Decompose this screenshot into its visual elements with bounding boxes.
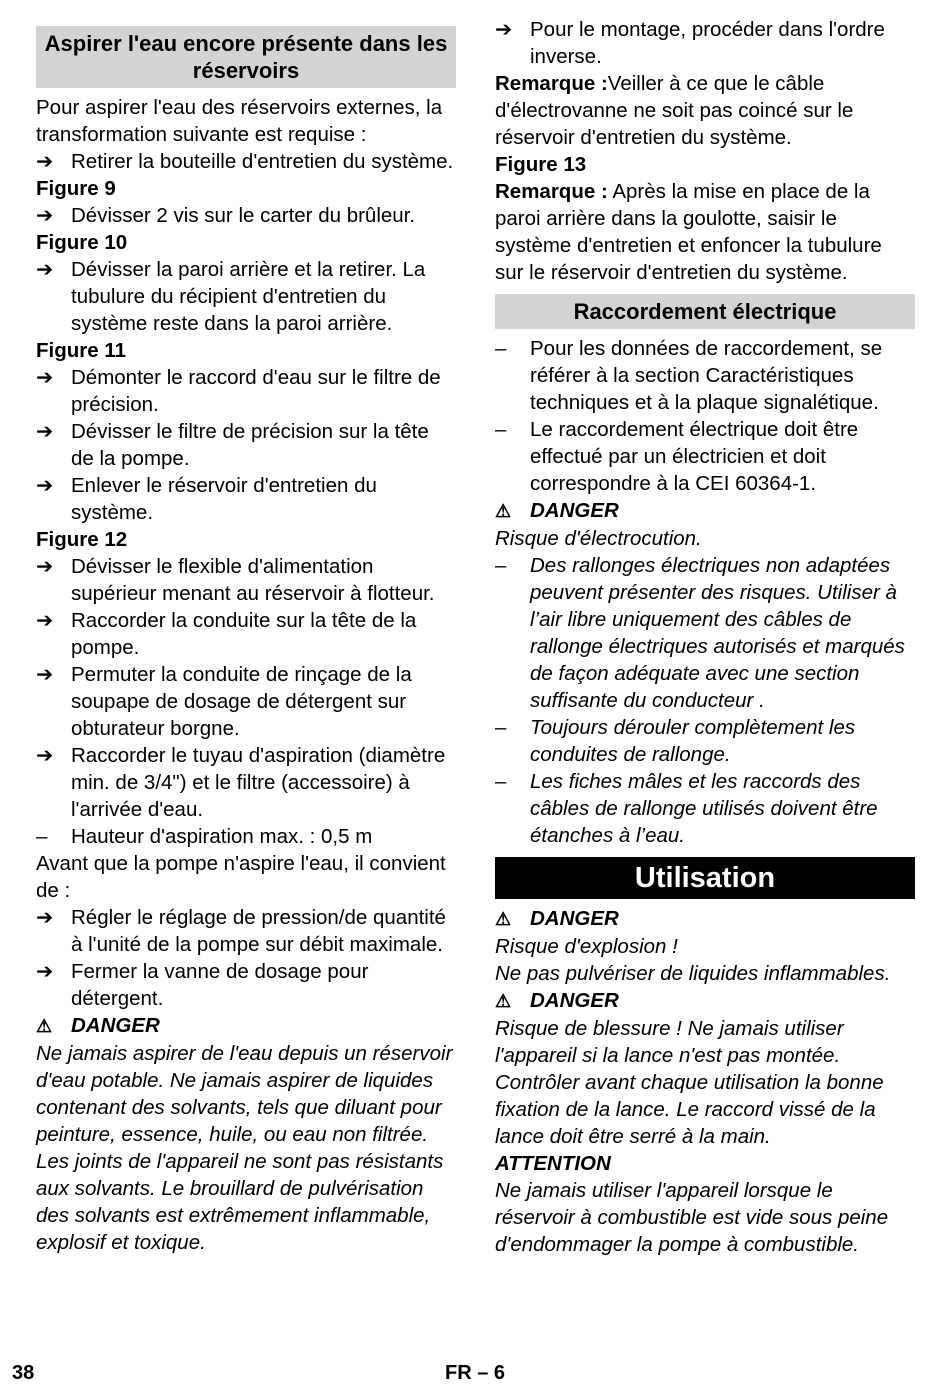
arrow-right-icon: ➔: [495, 18, 513, 41]
danger-text: Risque de blessure ! Ne jamais utiliser l'appareil si la lance n'est pas montée. Contrôler avant chaque utilisation la bonne fixation de la lance. Le raccord vissé de la lance doit être serré à la main.: [495, 1017, 884, 1148]
danger-text: Ne pas pulvériser de liquides inflammables.: [495, 962, 891, 985]
danger-label: ⚠ DANGER: [495, 905, 915, 933]
section-heading-utilisation: Utilisation: [495, 857, 915, 899]
dash-marker: –: [495, 418, 507, 441]
arrow-right-icon: ➔: [36, 366, 54, 389]
attention-text: Ne jamais utiliser l'appareil lorsque le réservoir à combustible est vide sous peine d'endommager la pompe à combustible.: [495, 1179, 889, 1256]
page-code: FR – 6: [445, 1362, 506, 1384]
dash-marker: –: [495, 554, 507, 577]
arrow-right-icon: ➔: [36, 663, 54, 686]
remark: Remarque : Après la mise en place de la paroi arrière dans la goulotte, saisir le système d'entretien et enfoncer la tubulure sur le réservoir d'entretien du système.: [495, 180, 882, 284]
right-column: [495, 16, 915, 1258]
arrow-right-icon: ➔: [36, 555, 54, 578]
danger-label: ⚠ DANGER: [36, 1012, 456, 1040]
dash-item: – Le raccordement électrique doit être effectué par un électricien et doit correspondre à la CEI 60364-1.: [495, 418, 859, 495]
figure-label: Figure 12: [36, 528, 128, 551]
dash-item: – Les fiches mâles et les raccords des câbles de rallonge utilisés doivent être étanches à l’eau.: [495, 770, 878, 847]
list-item: ➔ Dévisser le filtre de précision sur la tête de la pompe.: [36, 420, 429, 470]
dash-item: – Des rallonges électriques non adaptées peuvent présenter des risques. Utiliser à l’air libre uniquement des câbles de rallonge électriques autorisés et marqués de façon adéquate avec une section suffisante du conducteur .: [495, 554, 905, 712]
list-item: ➔ Permuter la conduite de rinçage de la soupape de dosage de détergent sur obturateur borgne.: [36, 663, 412, 740]
danger-text: Risque d'explosion !: [495, 935, 678, 958]
list-item: ➔ Retirer la bouteille d'entretien du système.: [36, 150, 454, 173]
figure-label: Figure 11: [36, 339, 127, 362]
list-item: ➔ Démonter le raccord d'eau sur le filtre de précision.: [36, 366, 441, 416]
before-text: Avant que la pompe n'aspire l'eau, il convient de :: [36, 852, 446, 902]
dash-marker: –: [495, 337, 507, 360]
figure-label: Figure 10: [36, 231, 128, 254]
warning-triangle-icon: ⚠: [495, 909, 512, 929]
dash-marker: –: [495, 716, 507, 739]
arrow-right-icon: ➔: [36, 420, 54, 443]
list-item: ➔ Régler le réglage de pression/de quantité à l'unité de la pompe sur débit maximale.: [36, 906, 446, 956]
dash-item: – Toujours dérouler complètement les conduites de rallonge.: [495, 716, 856, 766]
intro-text: Pour aspirer l'eau des réservoirs externes, la transformation suivante est requise :: [36, 96, 443, 146]
left-column: [36, 26, 456, 1256]
dash-marker: –: [36, 825, 48, 848]
arrow-right-icon: ➔: [36, 204, 54, 227]
section-heading-aspirer: Aspirer l'eau encore présente dans les réservoirs: [36, 26, 456, 88]
page-number: 38: [12, 1362, 35, 1384]
arrow-right-icon: ➔: [36, 150, 54, 173]
danger-label: ⚠ DANGER: [495, 497, 915, 525]
arrow-right-icon: ➔: [36, 744, 54, 767]
section-heading-raccordement: Raccordement électrique: [495, 294, 915, 329]
list-item: ➔ Fermer la vanne de dosage pour détergent.: [36, 960, 369, 1010]
danger-label: ⚠ DANGER: [495, 987, 915, 1015]
arrow-right-icon: ➔: [36, 906, 54, 929]
warning-triangle-icon: ⚠: [36, 1016, 53, 1036]
warning-triangle-icon: ⚠: [495, 501, 512, 521]
danger-text: Risque d'électrocution.: [495, 527, 702, 550]
dash-marker: –: [495, 770, 507, 793]
arrow-right-icon: ➔: [36, 960, 54, 983]
arrow-right-icon: ➔: [36, 258, 54, 281]
attention-label: ATTENTION: [495, 1152, 611, 1175]
figure-label: Figure 9: [36, 177, 116, 200]
list-item: ➔ Raccorder la conduite sur la tête de la pompe.: [36, 609, 417, 659]
figure-label: Figure 13: [495, 153, 587, 176]
list-item: ➔ Raccorder le tuyau d'aspiration (diamètre min. de 3/4") et le filtre (accessoire) à l'arrivée d'eau.: [36, 744, 446, 821]
list-item: ➔ Dévisser le flexible d'alimentation supérieur menant au réservoir à flotteur.: [36, 555, 435, 605]
dash-item: – Hauteur d'aspiration max. : 0,5 m: [36, 825, 373, 848]
list-item: ➔ Pour le montage, procéder dans l'ordre inverse.: [495, 18, 885, 68]
list-item: ➔ Dévisser 2 vis sur le carter du brûleur.: [36, 204, 416, 227]
list-item: ➔ Enlever le réservoir d'entretien du système.: [36, 474, 377, 524]
remark: Remarque :Veiller à ce que le câble d'électrovanne ne soit pas coincé sur le réservoir d'entretien du système.: [495, 72, 854, 149]
arrow-right-icon: ➔: [36, 609, 54, 632]
danger-text: Ne jamais aspirer de l'eau depuis un réservoir d'eau potable. Ne jamais aspirer de liquides contenant des solvants, tels que diluant pour peinture, essence, huile, ou eau non filtrée. Les joints de l'appareil ne sont pas résistants aux solvants. Le brouillard de pulvérisation des solvants est extrêmement inflammable, explosif et toxique.: [36, 1042, 453, 1254]
dash-item: – Pour les données de raccordement, se référer à la section Caractéristiques techniques et à la plaque signalétique.: [495, 337, 883, 414]
list-item: ➔ Dévisser la paroi arrière et la retirer. La tubulure du récipient d'entretien du système reste dans la paroi arrière.: [36, 258, 426, 335]
warning-triangle-icon: ⚠: [495, 991, 512, 1011]
arrow-right-icon: ➔: [36, 474, 54, 497]
